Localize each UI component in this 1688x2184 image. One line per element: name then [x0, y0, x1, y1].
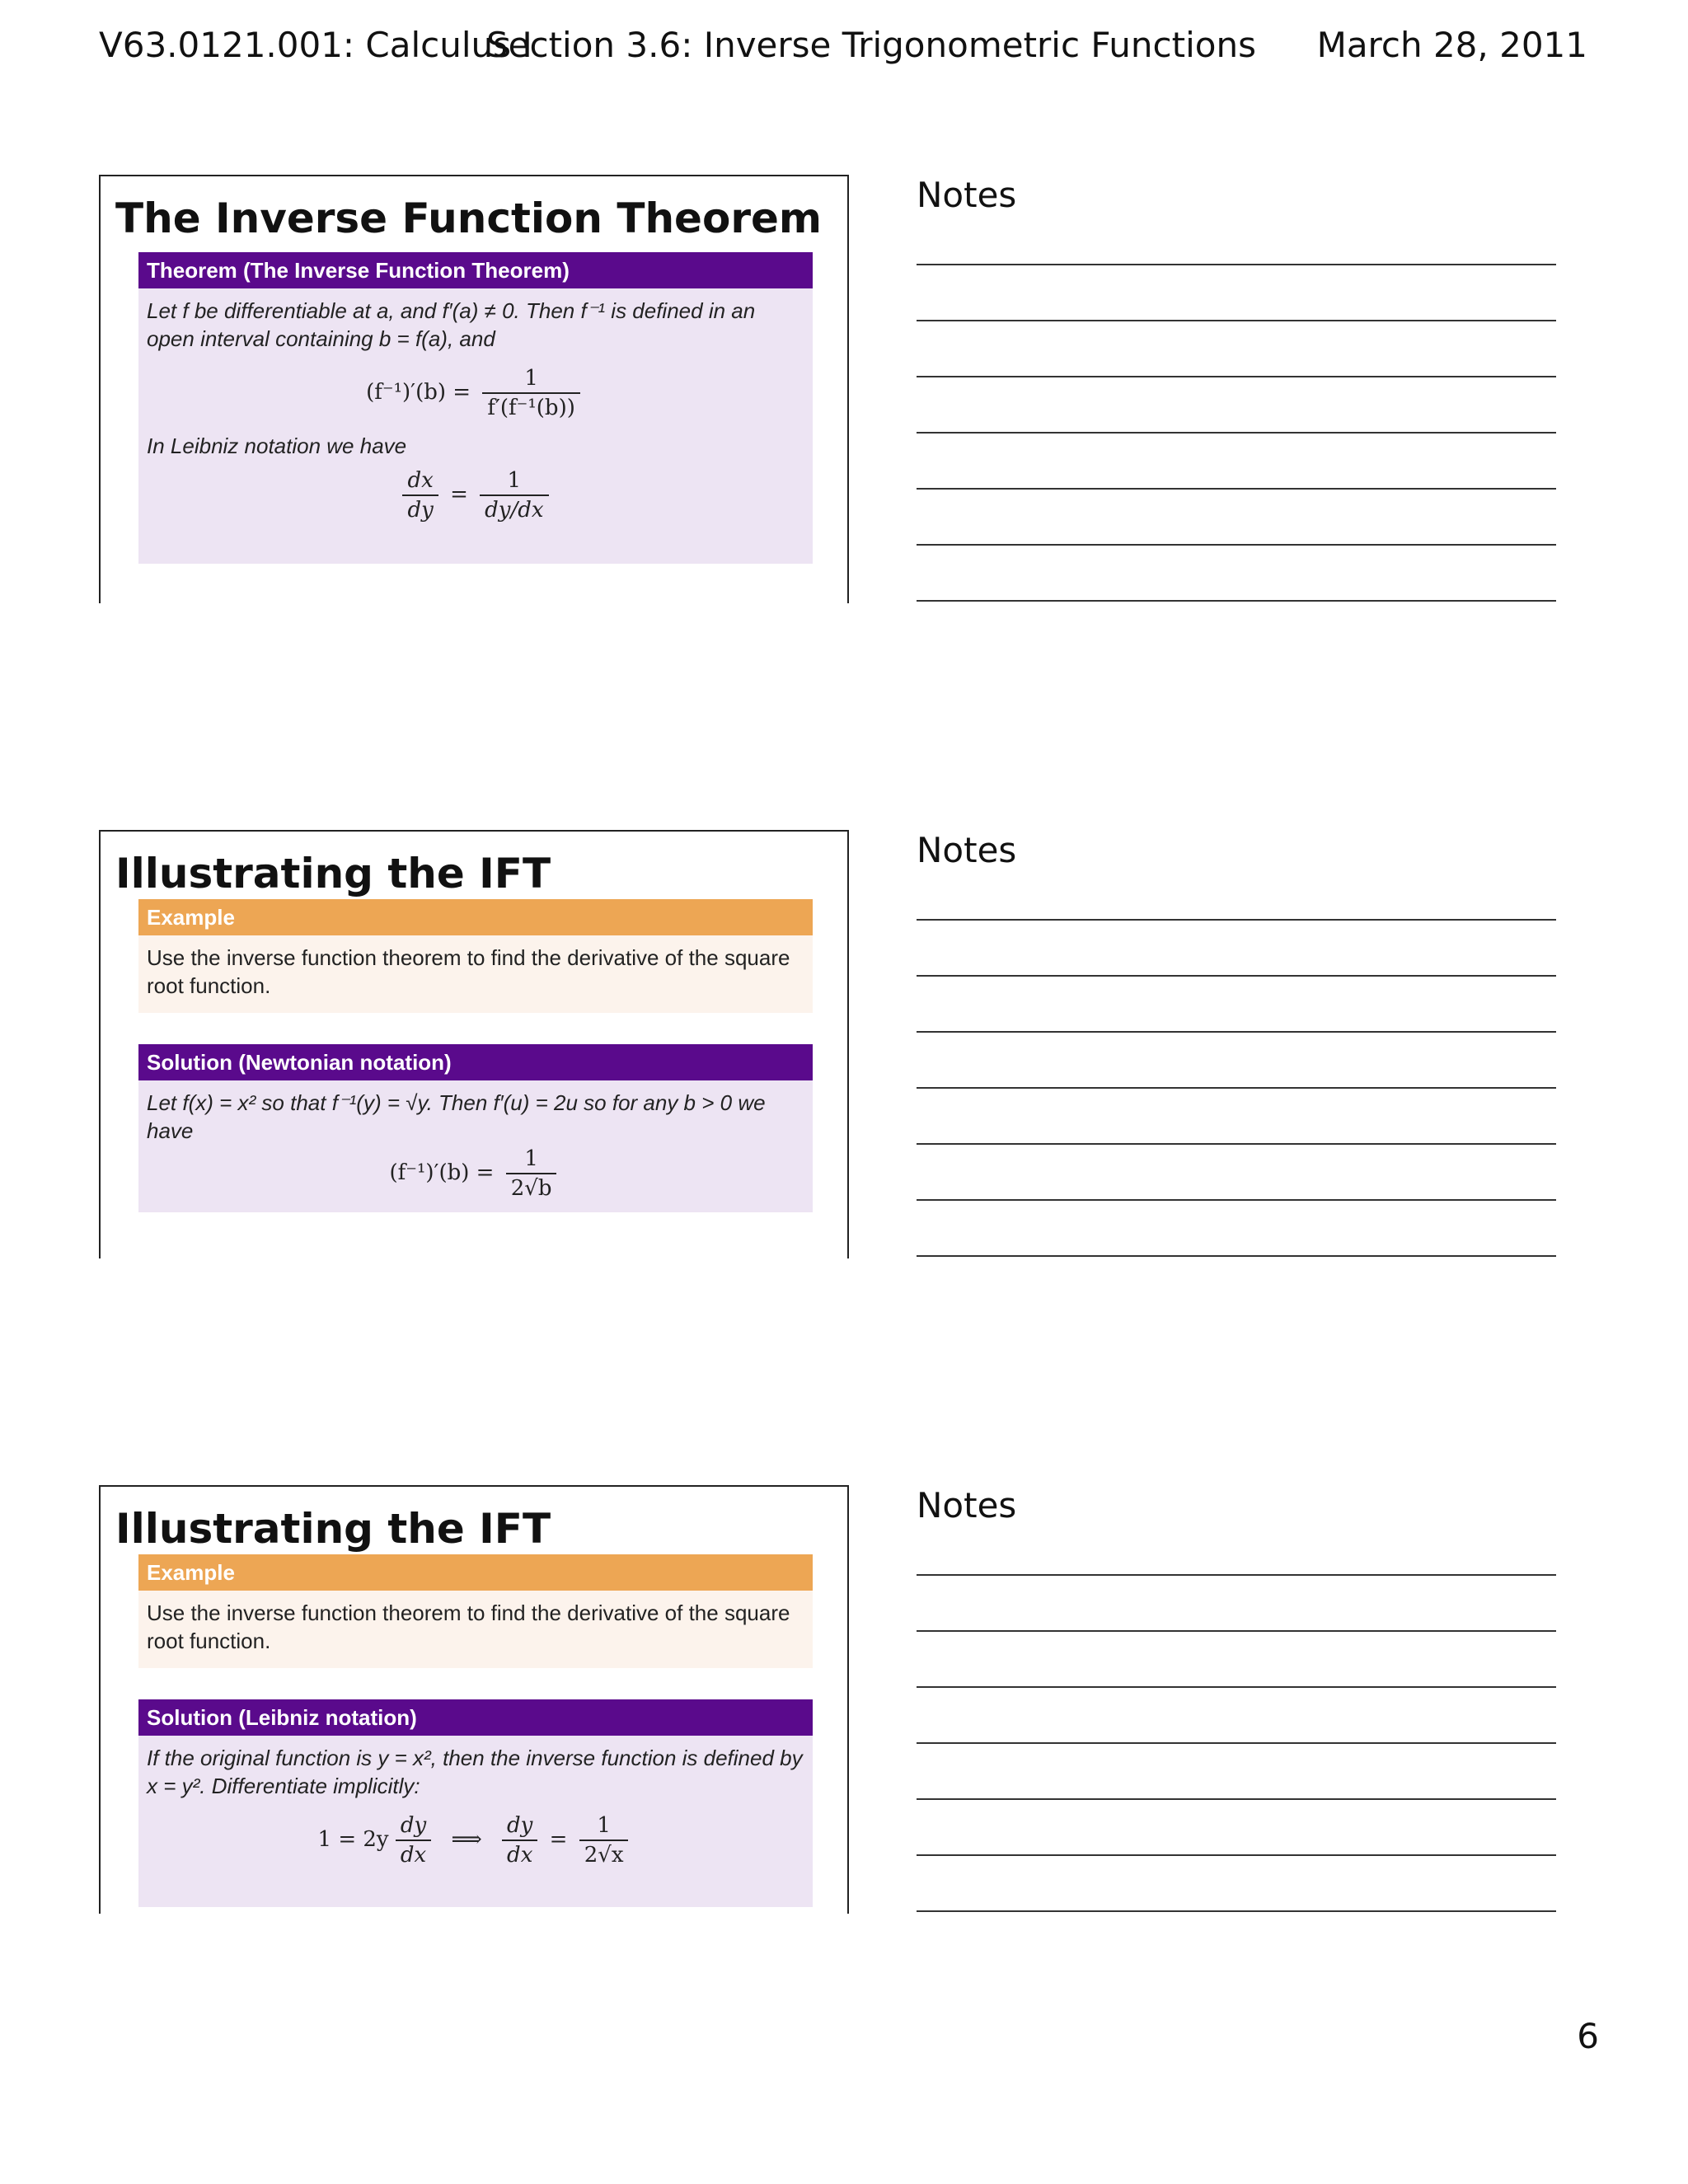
solution-block: [138, 1699, 813, 1907]
notes-section-3: [917, 1485, 1556, 1526]
note-line: [917, 919, 1556, 921]
note-line: [917, 1854, 1556, 1856]
fraction-numerator: dy: [502, 1811, 537, 1841]
solution-heading: Solution (Leibniz notation): [138, 1699, 813, 1736]
formula-fraction: [482, 364, 580, 422]
note-line: [917, 264, 1556, 265]
ift-formula: [147, 364, 804, 422]
theorem-heading: Theorem (The Inverse Function Theorem): [138, 252, 813, 288]
solution-body: [138, 1736, 813, 1907]
example-heading: Example: [138, 1554, 813, 1591]
notes-section-2: [917, 830, 1556, 870]
solution-text: If the original function is y = x², then the inverse function is defined by x = y². Differentiate implicitly:: [147, 1746, 803, 1798]
fraction-numerator: 1: [482, 364, 580, 394]
example-body: Use the inverse function theorem to find the derivative of the square root function.: [138, 935, 813, 1013]
solution-block: [138, 1044, 813, 1212]
note-line: [917, 320, 1556, 321]
lecture-date: March 28, 2011: [1316, 25, 1587, 65]
note-line: [917, 1574, 1556, 1576]
solution-formula: [147, 1145, 804, 1202]
formula-lhs: (f⁻¹)′(b) =: [389, 1160, 495, 1185]
solution-body: [138, 1080, 813, 1212]
solution-text: Let f(x) = x² so that f⁻¹(y) = √y. Then f′(u) = 2u so for any b > 0 we have: [147, 1090, 766, 1143]
slide-title: Illustrating the IFT: [115, 1505, 551, 1553]
leibniz-formula: [147, 466, 804, 524]
note-line: [917, 1143, 1556, 1145]
solution-heading: Solution (Newtonian notation): [138, 1044, 813, 1080]
note-line: [917, 544, 1556, 546]
notes-label: Notes: [917, 830, 1017, 870]
fraction-denominator: dx: [400, 1843, 427, 1868]
section-title: Section 3.6: Inverse Trigonometric Functions: [486, 25, 1256, 65]
fraction-numerator: dx: [402, 466, 438, 496]
fraction-numerator: 1: [579, 1811, 629, 1841]
equals-sign: =: [450, 482, 468, 507]
note-line: [917, 1630, 1556, 1632]
course-title: V63.0121.001: Calculus I: [99, 25, 532, 65]
notes-label: Notes: [917, 1485, 1017, 1526]
note-line: [917, 488, 1556, 490]
formula-lhs: (f⁻¹)′(b) =: [366, 380, 471, 405]
note-line: [917, 1798, 1556, 1800]
page-number: 6: [1577, 2016, 1599, 2056]
leibniz-intro: In Leibniz notation we have: [147, 434, 407, 458]
fraction-denominator: f′(f⁻¹(b)): [487, 396, 575, 420]
note-line: [917, 1686, 1556, 1688]
solution-formula: [147, 1811, 804, 1869]
note-line: [917, 1910, 1556, 1912]
example-heading: Example: [138, 899, 813, 935]
example-block: [138, 1554, 813, 1668]
note-line: [917, 1031, 1556, 1033]
fraction-numerator: dy: [396, 1811, 431, 1841]
reciprocal-fraction: [480, 466, 548, 524]
note-line: [917, 432, 1556, 434]
theorem-block: [138, 252, 813, 564]
note-line: [917, 1742, 1556, 1744]
note-line: [917, 975, 1556, 977]
slide-2: [99, 830, 849, 1258]
notes-label: Notes: [917, 175, 1017, 215]
slide-title: Illustrating the IFT: [115, 850, 551, 898]
fraction-denominator: dy: [407, 498, 434, 523]
notes-section-1: [917, 175, 1556, 215]
slide-3: [99, 1485, 849, 1914]
equals-sign: =: [549, 1827, 568, 1852]
implies-arrow: ⟹: [451, 1827, 482, 1852]
note-line: [917, 600, 1556, 602]
theorem-statement: Let f be differentiable at a, and f′(a) ≠ 0. Then f⁻¹ is defined in an open interval containing b = f(a), and: [147, 298, 756, 351]
note-line: [917, 1087, 1556, 1089]
formula-fraction: [506, 1145, 557, 1202]
example-block: [138, 899, 813, 1013]
dx-dy-fraction: [402, 466, 438, 524]
fraction-denominator: dx: [507, 1843, 533, 1868]
theorem-body: [138, 288, 813, 564]
example-body: Use the inverse function theorem to find the derivative of the square root function.: [138, 1591, 813, 1668]
slide-title: The Inverse Function Theorem: [115, 194, 822, 242]
fraction-denominator: 2√b: [510, 1176, 552, 1201]
slide-1: [99, 175, 849, 603]
note-line: [917, 1199, 1556, 1201]
result-fraction: [579, 1811, 629, 1869]
note-line: [917, 1255, 1556, 1257]
fraction-numerator: 1: [506, 1145, 557, 1174]
fraction-denominator: dy/dx: [485, 498, 544, 523]
formula-part-a: 1 = 2y: [317, 1827, 389, 1852]
fraction-numerator: 1: [480, 466, 548, 496]
dy-dx-fraction: [396, 1811, 431, 1869]
fraction-denominator: 2√x: [584, 1843, 624, 1868]
note-line: [917, 376, 1556, 377]
dy-dx-fraction: [502, 1811, 537, 1869]
